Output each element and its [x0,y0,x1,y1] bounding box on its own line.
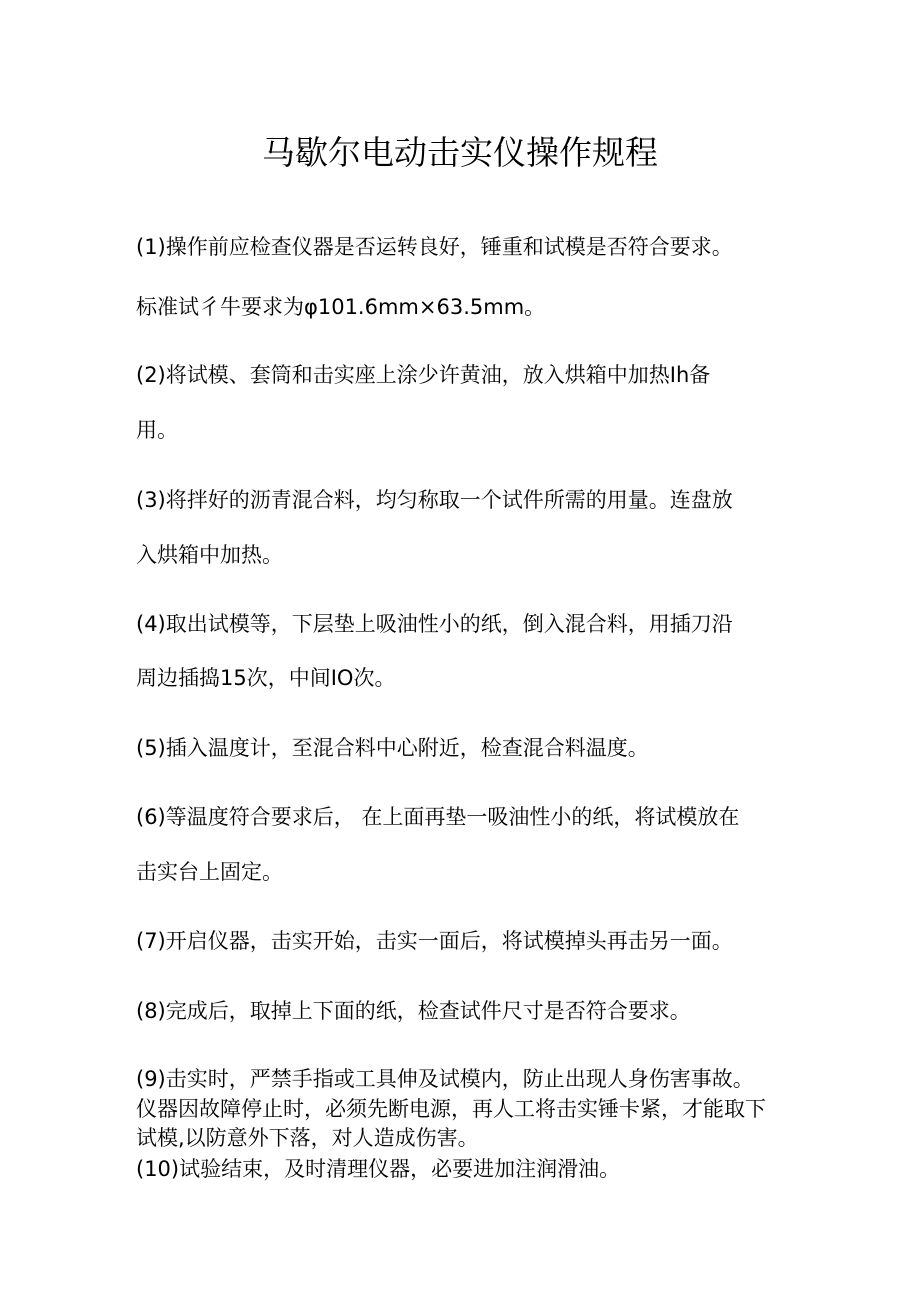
text-line: (10)试验结束，及时清理仪器，必要进加注润滑油。 [136,1157,621,1181]
text-line: (2)将试模、套筒和击实座上涂少许黄油，放入烘箱中加热Ih备 [136,363,711,387]
text-line: (1)操作前应检查仪器是否运转良好，锤重和试模是否符合要求。 [136,235,733,259]
text-line: (5)插入温度计，至混合料中心附近，检查混合料温度。 [136,736,649,760]
text-line: 周边插捣15次，中间IO次。 [136,666,396,690]
text-line: 仪器因故障停止时，必须先断电源，再人工将击实锤卡紧，才能取下 [136,1097,766,1121]
text-line: (9)击实时，严禁手指或工具伸及试模内，防止出现人身伤害事故。 [136,1067,754,1091]
text-line: (7)开启仪器，击实开始，击实一面后，将试模掉头再击另一面。 [136,929,733,953]
text-line: 试模,以防意外下落，对人造成伤害。 [136,1126,479,1150]
text-line: 入烘箱中加热。 [136,543,283,567]
text-line: 用。 [136,418,178,442]
text-line: (8)完成后，取掉上下面的纸，检查试件尺寸是否符合要求。 [136,999,691,1023]
text-line: (6)等温度符合要求后， 在上面再垫一吸油性小的纸，将试模放在 [136,805,740,829]
text-line: (4)取出试模等，下层垫上吸油性小的纸，倒入混合料，用插刀沿 [136,612,733,636]
document-title: 马歇尔电动击实仪操作规程 [262,133,658,172]
text-line: 标准试彳牛要求为φ101.6mm×63.5mm。 [136,295,546,319]
text-line: (3)将拌好的沥青混合料，均匀称取一个试件所需的用量。连盘放 [136,488,733,512]
text-line: 击实台上固定。 [136,860,283,884]
